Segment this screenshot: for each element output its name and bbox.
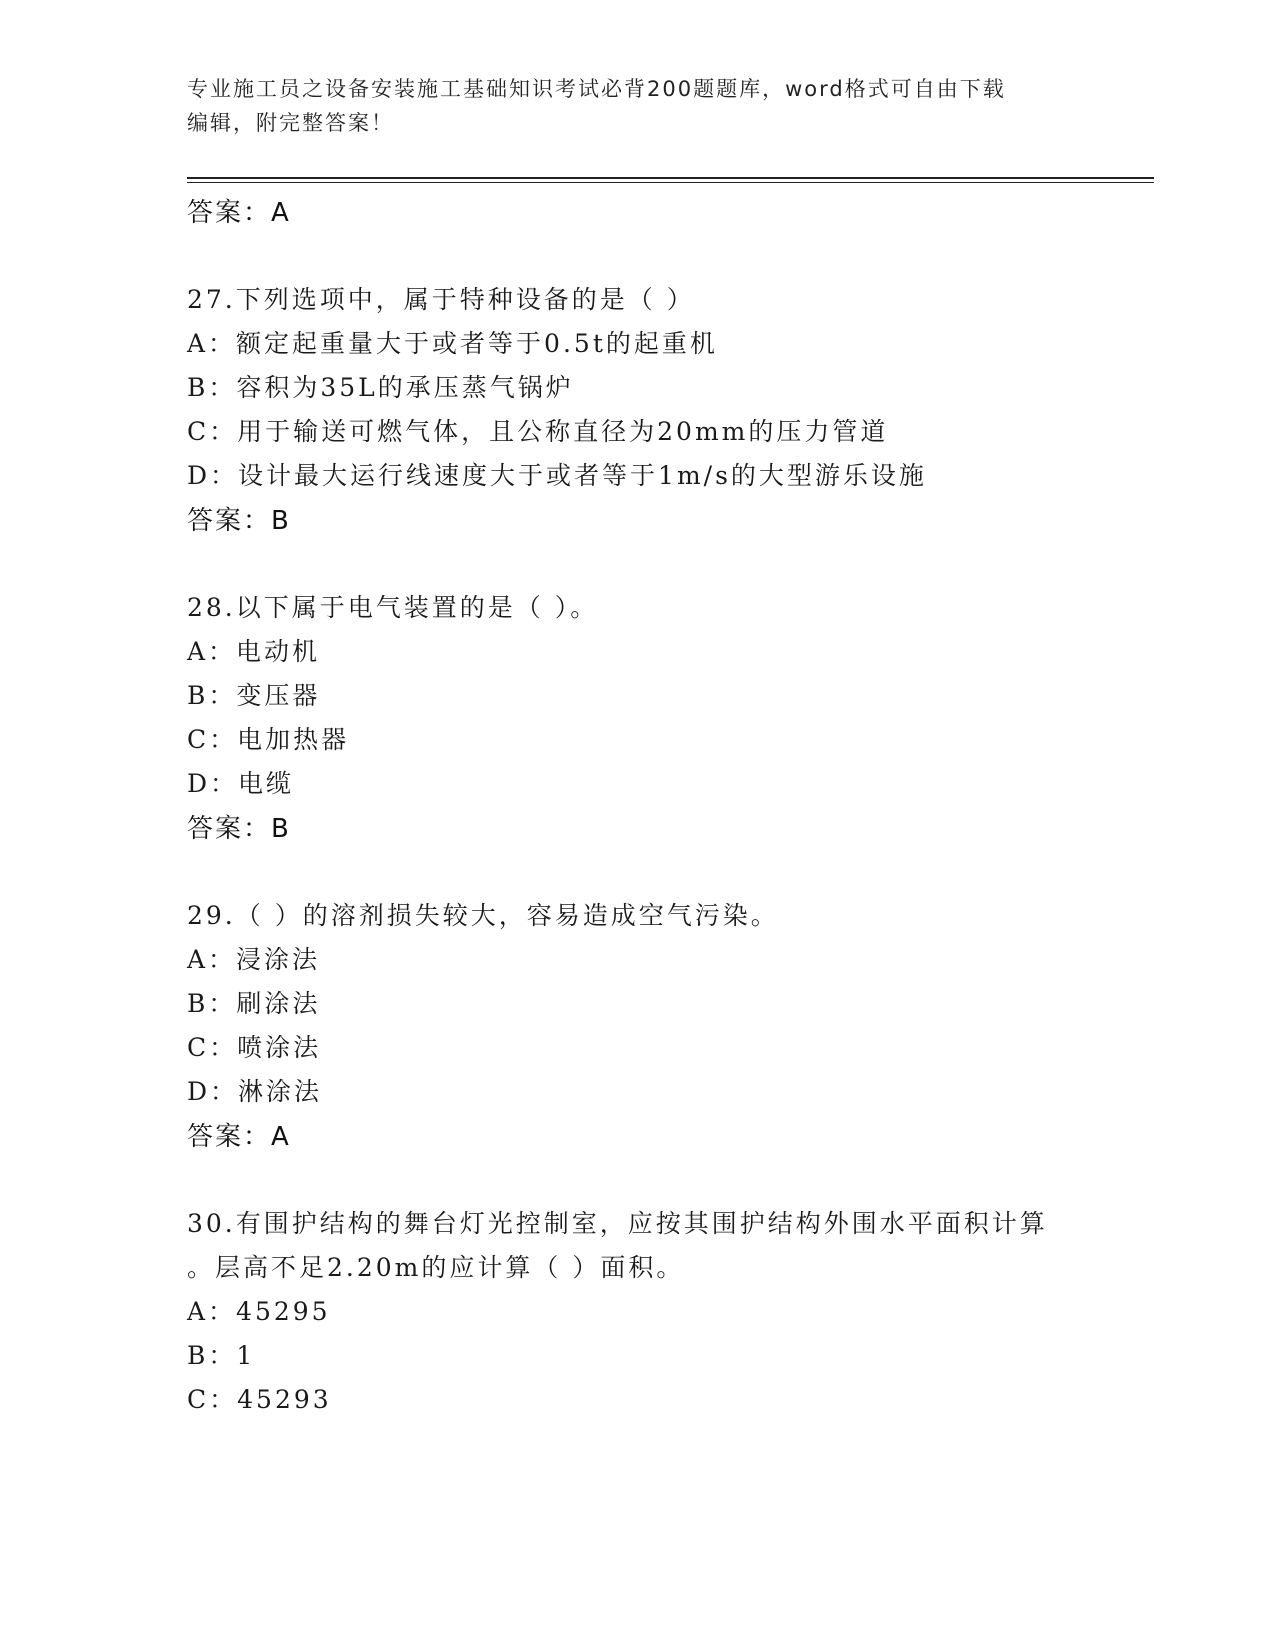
question-27-stem: 27.下列选项中，属于特种设备的是（ ） [187, 285, 695, 314]
question-30-option-c: C：45293 [187, 1385, 332, 1414]
answer-q29: 答案：A [187, 1122, 291, 1152]
header-line-2: 编辑，附完整答案！ [187, 111, 394, 135]
question-28-option-b: B：变压器 [187, 681, 321, 710]
question-28-option-c: C：电加热器 [187, 725, 350, 754]
question-27-option-a: A：额定起重量大于或者等于0.5t的起重机 [187, 329, 718, 358]
question-29-option-a: A：浸涂法 [187, 945, 321, 974]
question-29-stem: 29.（ ）的溶剂损失较大，容易造成空气污染。 [187, 901, 779, 930]
question-30-option-a: A：45295 [187, 1297, 331, 1326]
question-28-stem: 28.以下属于电气装置的是（ ）。 [187, 593, 599, 622]
answer-q26: 答案：A [187, 198, 291, 228]
question-28-option-a: A：电动机 [187, 637, 321, 666]
question-30-stem-line-2: 。层高不足2.20m的应计算（ ）面积。 [187, 1253, 685, 1282]
question-29-option-c: C：喷涂法 [187, 1033, 322, 1062]
header-rule-thin [187, 182, 1154, 183]
answer-q27: 答案：B [187, 506, 291, 536]
answer-q28: 答案：B [187, 814, 291, 844]
question-27-option-c: C：用于输送可燃气体，且公称直径为20mm的压力管道 [187, 417, 889, 446]
question-27-option-d: D：设计最大运行线速度大于或者等于1m/s的大型游乐设施 [187, 461, 927, 490]
question-28-option-d: D：电缆 [187, 769, 295, 798]
question-30-option-b: B：1 [187, 1341, 256, 1370]
question-27-option-b: B：容积为35L的承压蒸气锅炉 [187, 373, 574, 402]
header-rule-thick [187, 177, 1154, 179]
question-29-option-b: B：刷涂法 [187, 989, 321, 1018]
question-30-stem-line-1: 30.有围护结构的舞台灯光控制室，应按其围护结构外围水平面积计算 [187, 1209, 1048, 1238]
header-line-1: 专业施工员之设备安装施工基础知识考试必背200题题库，word格式可自由下载 [187, 77, 1006, 101]
question-29-option-d: D：淋涂法 [187, 1077, 323, 1106]
document-header [187, 72, 1077, 140]
